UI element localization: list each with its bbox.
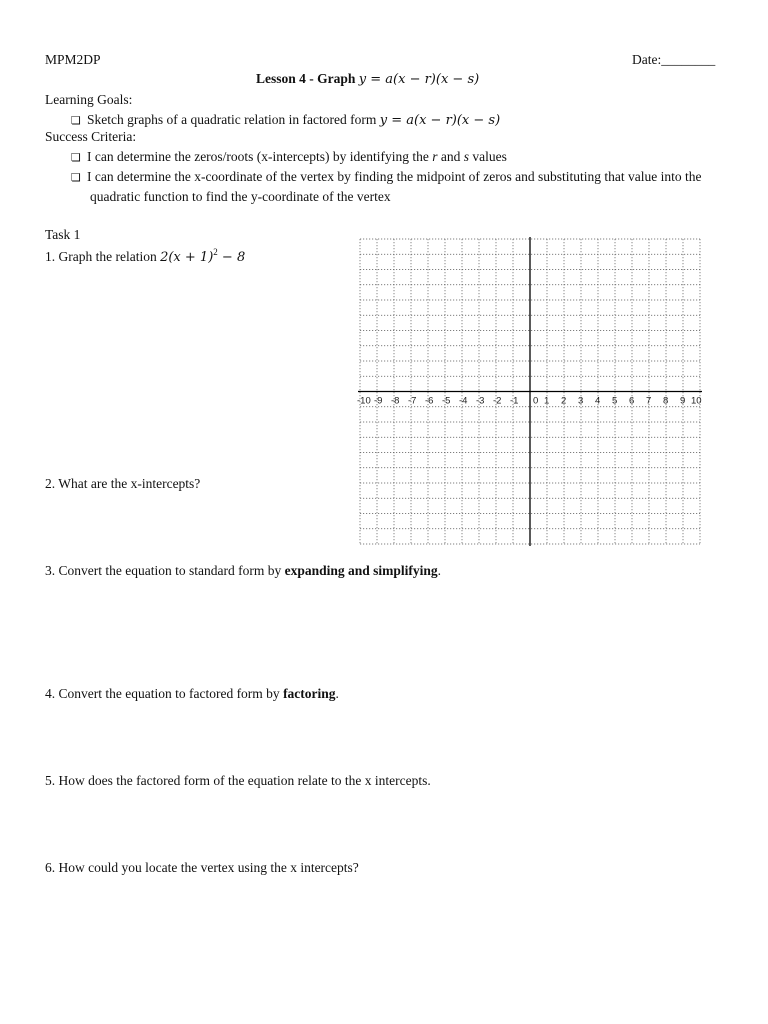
success-criteria-item-1	[71, 149, 507, 166]
question-4	[45, 686, 339, 702]
x-tick-label: 9	[680, 395, 686, 407]
task-heading: Task 1	[45, 227, 81, 242]
lesson-title-text: Lesson 4 - Graph	[256, 71, 359, 86]
coordinate-grid[interactable]	[355, 236, 705, 548]
x-tick-label: -6	[425, 395, 434, 407]
x-tick-label: 8	[663, 395, 669, 407]
success-criteria-item-2	[71, 169, 701, 186]
criteria-var-r: r	[432, 149, 438, 164]
checkbox-icon: ❏	[71, 171, 81, 184]
x-tick-label: -2	[493, 395, 502, 407]
lesson-title	[256, 71, 479, 88]
learning-goal-item	[71, 112, 500, 129]
x-tick-label: 2	[561, 395, 567, 407]
question-1-equation: 2(x + 1)	[160, 250, 214, 265]
question-3-end: .	[437, 563, 442, 578]
x-tick-label: 10	[691, 395, 702, 407]
learning-goal-equation: y = a(x − r)(x − s)	[379, 113, 501, 128]
x-tick-label: 3	[578, 395, 584, 407]
question-1	[45, 249, 245, 266]
x-tick-label: 4	[595, 395, 601, 407]
criteria-text: and	[437, 149, 464, 164]
criteria-var-s: s	[463, 149, 470, 164]
learning-goal-text: Sketch graphs of a quadratic relation in factored form	[87, 112, 380, 127]
x-tick-label: -5	[442, 395, 451, 407]
question-3	[45, 563, 441, 579]
question-1-text: 1. Graph the relation	[45, 249, 161, 264]
question-4-end: .	[335, 686, 339, 701]
x-tick-label: -1	[510, 395, 519, 407]
x-tick-label: 6	[629, 395, 635, 407]
question-6: 6. How could you locate the vertex using the x intercepts?	[45, 860, 359, 875]
question-1-exponent: 2	[213, 247, 218, 257]
x-tick-label: -10	[357, 395, 371, 407]
criteria-text: I can determine the zeros/roots (x-intercepts) by identifying the	[87, 149, 433, 164]
question-4-emphasis: factoring	[283, 686, 336, 701]
learning-goals-heading: Learning Goals:	[45, 92, 133, 107]
date-field[interactable]: Date:________	[632, 52, 716, 67]
x-tick-label: 5	[612, 395, 618, 407]
success-criteria-heading: Success Criteria:	[45, 129, 137, 144]
x-tick-label: -8	[391, 395, 400, 407]
question-1-equation-tail: − 8	[217, 250, 246, 265]
x-tick-label: 0	[533, 395, 539, 407]
criteria-text: values	[469, 149, 507, 164]
x-tick-label: 7	[646, 395, 652, 407]
x-tick-label: -9	[374, 395, 383, 407]
question-4-text: 4. Convert the equation to factored form by	[45, 686, 284, 701]
question-2: 2. What are the x-intercepts?	[45, 476, 201, 491]
x-tick-label: -4	[459, 395, 468, 407]
question-5: 5. How does the factored form of the equation relate to the x intercepts.	[45, 773, 431, 788]
x-tick-label: -3	[476, 395, 485, 407]
checkbox-icon: ❏	[71, 114, 81, 127]
question-3-text: 3. Convert the equation to standard form by	[45, 563, 285, 578]
course-code: MPM2DP	[45, 52, 101, 67]
question-3-emphasis: expanding and simplifying	[284, 563, 438, 578]
x-tick-label: 1	[544, 395, 550, 407]
checkbox-icon: ❏	[71, 151, 81, 164]
x-tick-label: -7	[408, 395, 417, 407]
success-criteria-item-2-cont: quadratic function to find the y-coordinate of the vertex	[90, 189, 391, 204]
criteria-text: I can determine the x-coordinate of the vertex by finding the midpoint of zeros and substituting that value into the	[87, 169, 702, 184]
lesson-title-equation: y = a(x − r)(x − s)	[358, 72, 480, 87]
